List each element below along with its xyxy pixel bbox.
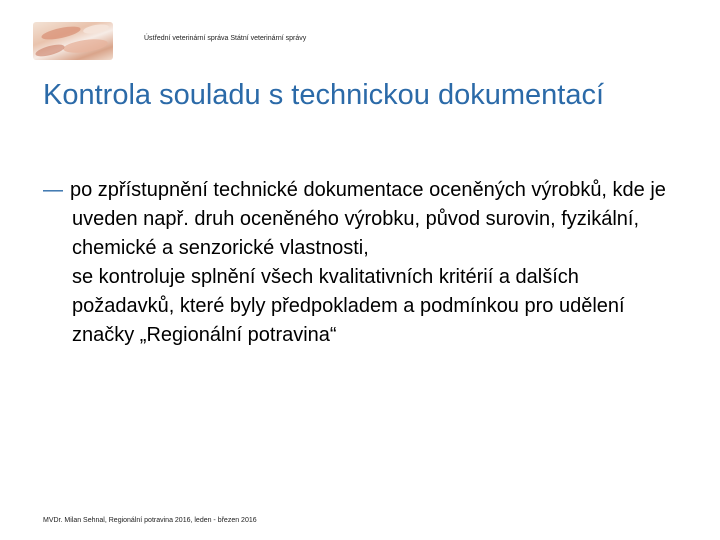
slide-title: Kontrola souladu s technickou dokumentací [43,79,605,111]
organization-header: Ústřední veterinární správa Státní veterinární správy [144,35,307,42]
bullet-marker: — [43,179,63,201]
bullet-item [43,176,683,350]
bullet-text: po zpřístupnění technické dokumentace oceněných výrobků, kde je uveden např. druh oceněného výrobku, původ surovin, fyzikální, chemické a senzorické vlastnosti, [70,179,666,259]
bullet-text-continued: se kontroluje splnění všech kvalitativních kritérií a dalších požadavků, které byly předpokladem a podmínkou pro udělení značky „Regionální potravina“ [72,266,625,346]
slide-footer: MVDr. Milan Sehnal, Regionální potravina 2016, leden - březen 2016 [43,517,257,524]
header-logo-image [33,22,113,60]
